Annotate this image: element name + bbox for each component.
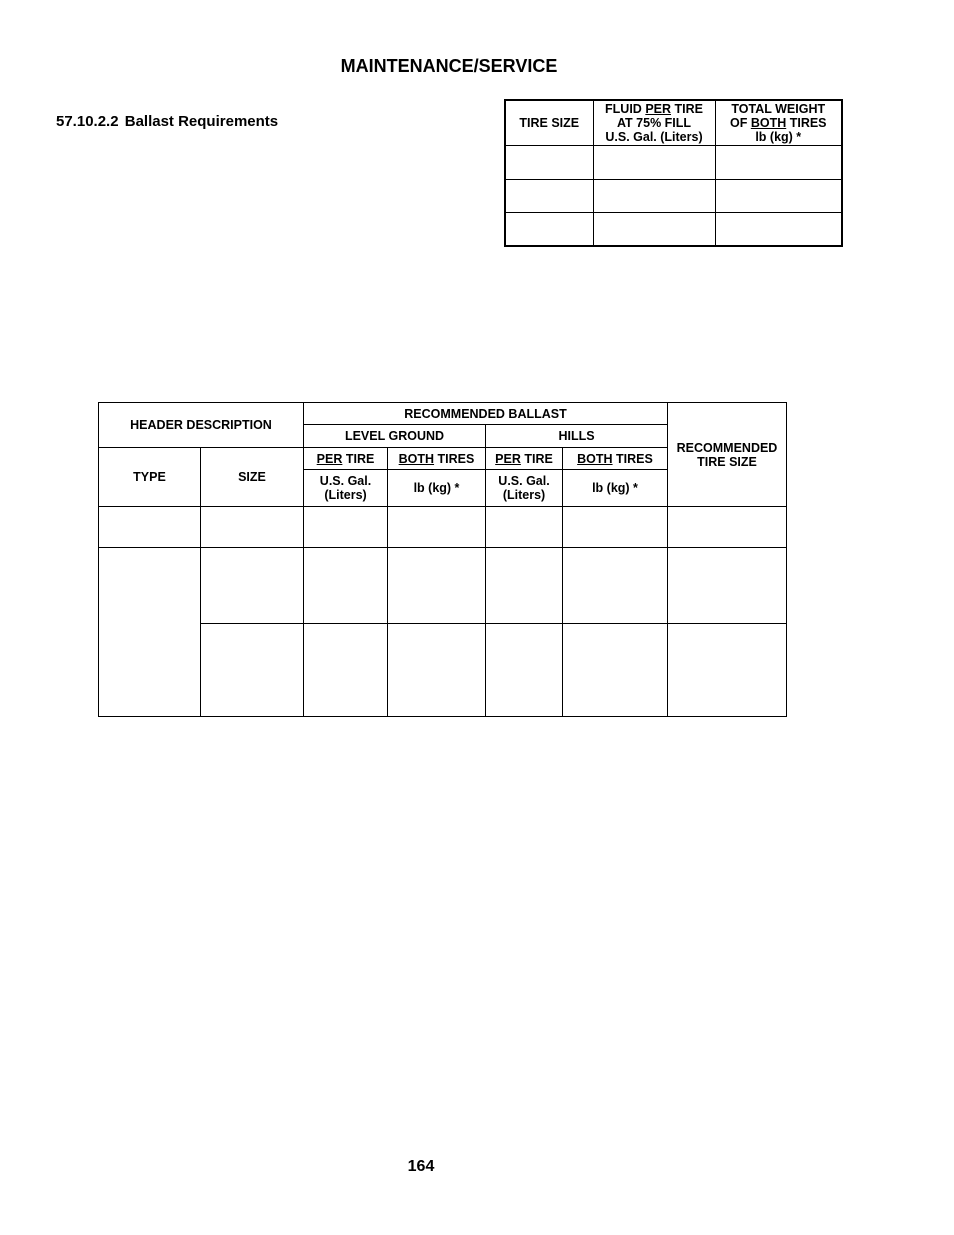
hills-header: HILLS [486,425,668,448]
level-per-tire-header: PER TIRE [304,448,388,470]
table-cell [304,507,388,548]
table-cell [715,145,842,179]
recommended-tire-size-header: RECOMMENDED TIRE SIZE [668,403,787,507]
table-cell [388,624,486,717]
table-cell [505,145,593,179]
table-cell [715,179,842,212]
table-cell [486,507,563,548]
table-cell [715,212,842,246]
table-cell [505,179,593,212]
hills-gal-unit-header: U.S. Gal. (Liters) [486,470,563,507]
hills-both-tires-header: BOTH TIRES [563,448,668,470]
table-cell [304,548,388,624]
table-cell [304,624,388,717]
fluid-header-line2: AT 75% FILL [616,115,692,130]
ballast-table [98,402,787,717]
table-cell [563,624,668,717]
table-cell [99,507,201,548]
page-title: MAINTENANCE/SERVICE [340,56,558,76]
table-row [505,179,842,212]
table-cell [563,507,668,548]
table-cell [201,624,304,717]
total-header-line2: OF BOTH TIRES [729,115,827,130]
table-cell [668,548,787,624]
fluid-per-tire-header [593,100,715,145]
total-header-line3: lb (kg) * [755,129,802,144]
section-number: 57.10.2.2 [56,113,119,130]
table-cell [201,548,304,624]
table-cell [201,507,304,548]
table-cell [99,548,201,717]
table-cell [668,624,787,717]
header-description-header: HEADER DESCRIPTION [99,403,304,448]
table-row [505,145,842,179]
level-lbkg-unit-header: lb (kg) * [388,470,486,507]
page-number: 164 [407,1158,435,1175]
total-header-line1: TOTAL WEIGHT [731,101,826,116]
table-cell [593,179,715,212]
table-cell [486,548,563,624]
table-cell [486,624,563,717]
hills-per-tire-header: PER TIRE [486,448,563,470]
table-row [99,507,787,548]
section-title: Ballast Requirements [124,113,279,130]
size-header: SIZE [201,448,304,507]
table-row [99,548,787,624]
tire-fluid-table [504,99,843,247]
fluid-header-line3: U.S. Gal. (Liters) [605,129,703,144]
level-ground-header: LEVEL GROUND [304,425,486,448]
tire-table-header-row [505,100,842,145]
table-cell [593,212,715,246]
table-cell [563,548,668,624]
hills-lbkg-unit-header: lb (kg) * [563,470,668,507]
recommended-ballast-header: RECOMMENDED BALLAST [304,403,668,425]
table-row [99,624,787,717]
level-gal-unit-header: U.S. Gal. (Liters) [304,470,388,507]
table-cell [388,548,486,624]
table-row [505,212,842,246]
total-weight-header [715,100,842,145]
table-cell [593,145,715,179]
level-both-tires-header: BOTH TIRES [388,448,486,470]
fluid-header-line1: FLUID PER TIRE [605,101,703,116]
table-cell [505,212,593,246]
table-cell [668,507,787,548]
table-cell [388,507,486,548]
type-header: TYPE [99,448,201,507]
ballast-header-row-1 [99,403,787,425]
tire-size-header: TIRE SIZE [505,100,593,145]
section-heading [56,113,278,130]
